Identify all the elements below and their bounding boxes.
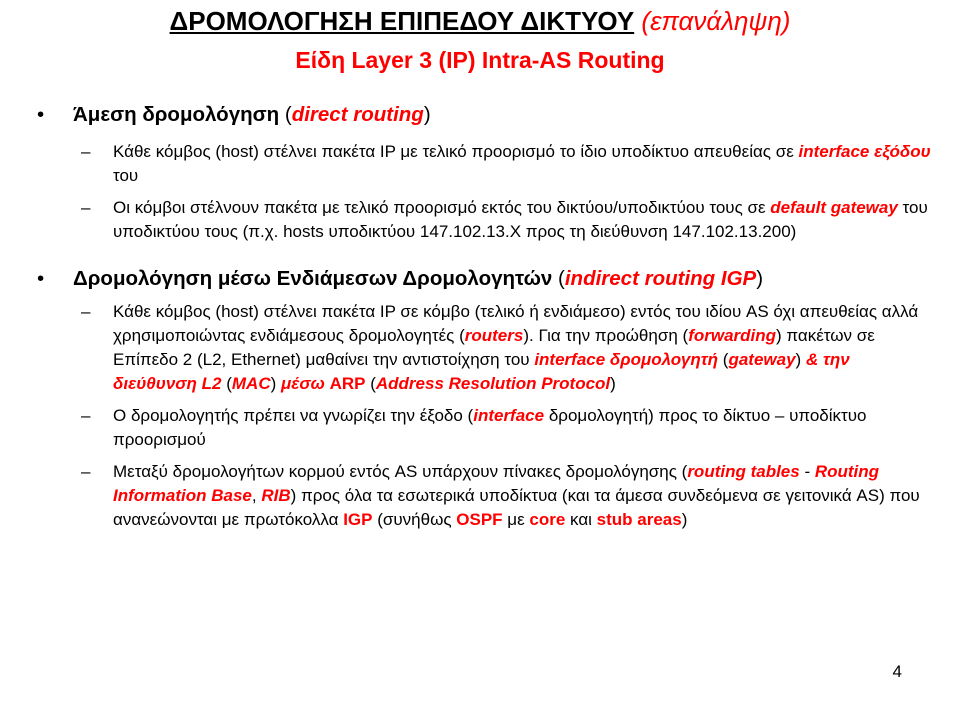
text-span: interface δρομολογητή (534, 350, 719, 369)
text-span: stub areas (596, 510, 682, 529)
text-span: MAC (231, 374, 271, 393)
text-span: δρομολογητή) προς το δίκτυο – υποδίκτυο προορισμού (113, 406, 867, 449)
text-span: Άμεση δρομολόγηση (73, 103, 280, 126)
sub-item-routing-tables (37, 460, 937, 532)
slide-content (37, 94, 937, 532)
text-span: Routing Information Base (113, 462, 880, 505)
text-span: ) (795, 350, 806, 369)
text-span: ( (365, 374, 376, 393)
sub-item-router-exit (37, 404, 937, 452)
bullet-dot: • (37, 267, 45, 290)
text-span: , (251, 486, 262, 505)
text-span: (συνήθως (372, 510, 457, 529)
bullet-dot: • (37, 103, 45, 126)
sub-item-indirect-host (37, 300, 937, 396)
bullet-indirect-routing (37, 264, 937, 294)
title-suffix: (επανάληψη) (641, 6, 791, 36)
text-span: Address Resolution Protocol (375, 374, 611, 393)
text-span: Οι κόμβοι στέλνουν πακέτα με τελικό προορισμό εκτός του δικτύου/υποδικτύου τους σε (113, 198, 771, 217)
text-span: forwarding (688, 326, 777, 345)
title-main: ΔΡΟΜΟΛΟΓΗΣΗ ΕΠΙΠΕΔΟΥ ΔΙΚΤΥΟΥ (169, 6, 635, 36)
dash-marker: – (81, 462, 91, 481)
sub-item-default-gateway (37, 196, 937, 244)
slide-title (0, 6, 960, 36)
text-span: ) (270, 374, 281, 393)
text-span: core (529, 510, 566, 529)
text-span: ) (610, 374, 616, 393)
text-span: Κάθε κόμβος (host) στέλνει πακέτα IP με τελικό προορισμό το ίδιο υποδίκτυο απευθείας σε (113, 142, 799, 161)
text-span: ) πακέτων σε Επίπεδο 2 (L2, Ethernet) μαθαίνει την αντιστοίχηση του (113, 326, 875, 369)
text-span: Ο δρομολογητής πρέπει να γνωρίζει την έξοδο ( (113, 406, 474, 425)
text-span: του υποδικτύου τους (π.χ. hosts υποδικτύου 147.102.13.X προς τη διεύθυνση 147.102.13.200) (113, 198, 928, 241)
text-span: ( (718, 350, 729, 369)
text-span: indirect routing IGP (564, 267, 757, 290)
text-span: & την διεύθυνση L2 (113, 350, 850, 393)
dash-marker: – (81, 198, 91, 217)
dash-marker: – (81, 142, 91, 161)
dash-marker: – (81, 302, 91, 321)
text-span: ( (552, 267, 565, 290)
text-span: ) (423, 103, 431, 126)
text-span: Μεταξύ δρομολογήτων κορμού εντός AS υπάρχουν πίνακες δρομολόγησης ( (113, 462, 688, 481)
text-span: ). Για την προώθηση ( (523, 326, 689, 345)
text-span: ) προς όλα τα εσωτερικά υποδίκτυα (και τα άμεσα συνδεόμενα σε γειτονικά AS) που ανανεώνονται με πρωτόκολλα (113, 486, 920, 529)
text-span: RIB (261, 486, 291, 505)
text-span: IGP (343, 510, 373, 529)
text-span: gateway (728, 350, 796, 369)
text-span: και (565, 510, 597, 529)
text-span: - (799, 462, 815, 481)
text-span: του (113, 166, 139, 185)
text-span: interface εξόδου (798, 142, 931, 161)
text-span: routing tables (687, 462, 800, 481)
dash-marker: – (81, 406, 91, 425)
text-span: routers (464, 326, 524, 345)
text-span: default gateway (770, 198, 898, 217)
text-span: interface (473, 406, 545, 425)
text-span: ( (221, 374, 232, 393)
slide-subtitle: Είδη Layer 3 (IP) Intra-AS Routing (295, 47, 665, 73)
text-span: ARP (329, 374, 366, 393)
text-span: Κάθε κόμβος (host) στέλνει πακέτα IP σε κόμβο (τελικό ή ενδιάμεσο) εντός του ιδίου AS όχι απευθείας αλλά χρησιμοποιώντας ενδιάμεσους δρομολογητές ( (113, 302, 919, 345)
text-span: direct routing (291, 103, 424, 126)
sub-item-direct-host (37, 140, 937, 188)
page-number: 4 (892, 662, 902, 681)
text-span: Δρομολόγηση μέσω Ενδιάμεσων Δρομολογητών (73, 267, 553, 290)
text-span: ) (756, 267, 764, 290)
text-span: μέσω (281, 374, 325, 393)
text-span: με (502, 510, 530, 529)
text-span: ) (681, 510, 688, 529)
bullet-direct-routing (37, 100, 937, 130)
text-span: OSPF (456, 510, 503, 529)
text-span: ( (279, 103, 292, 126)
